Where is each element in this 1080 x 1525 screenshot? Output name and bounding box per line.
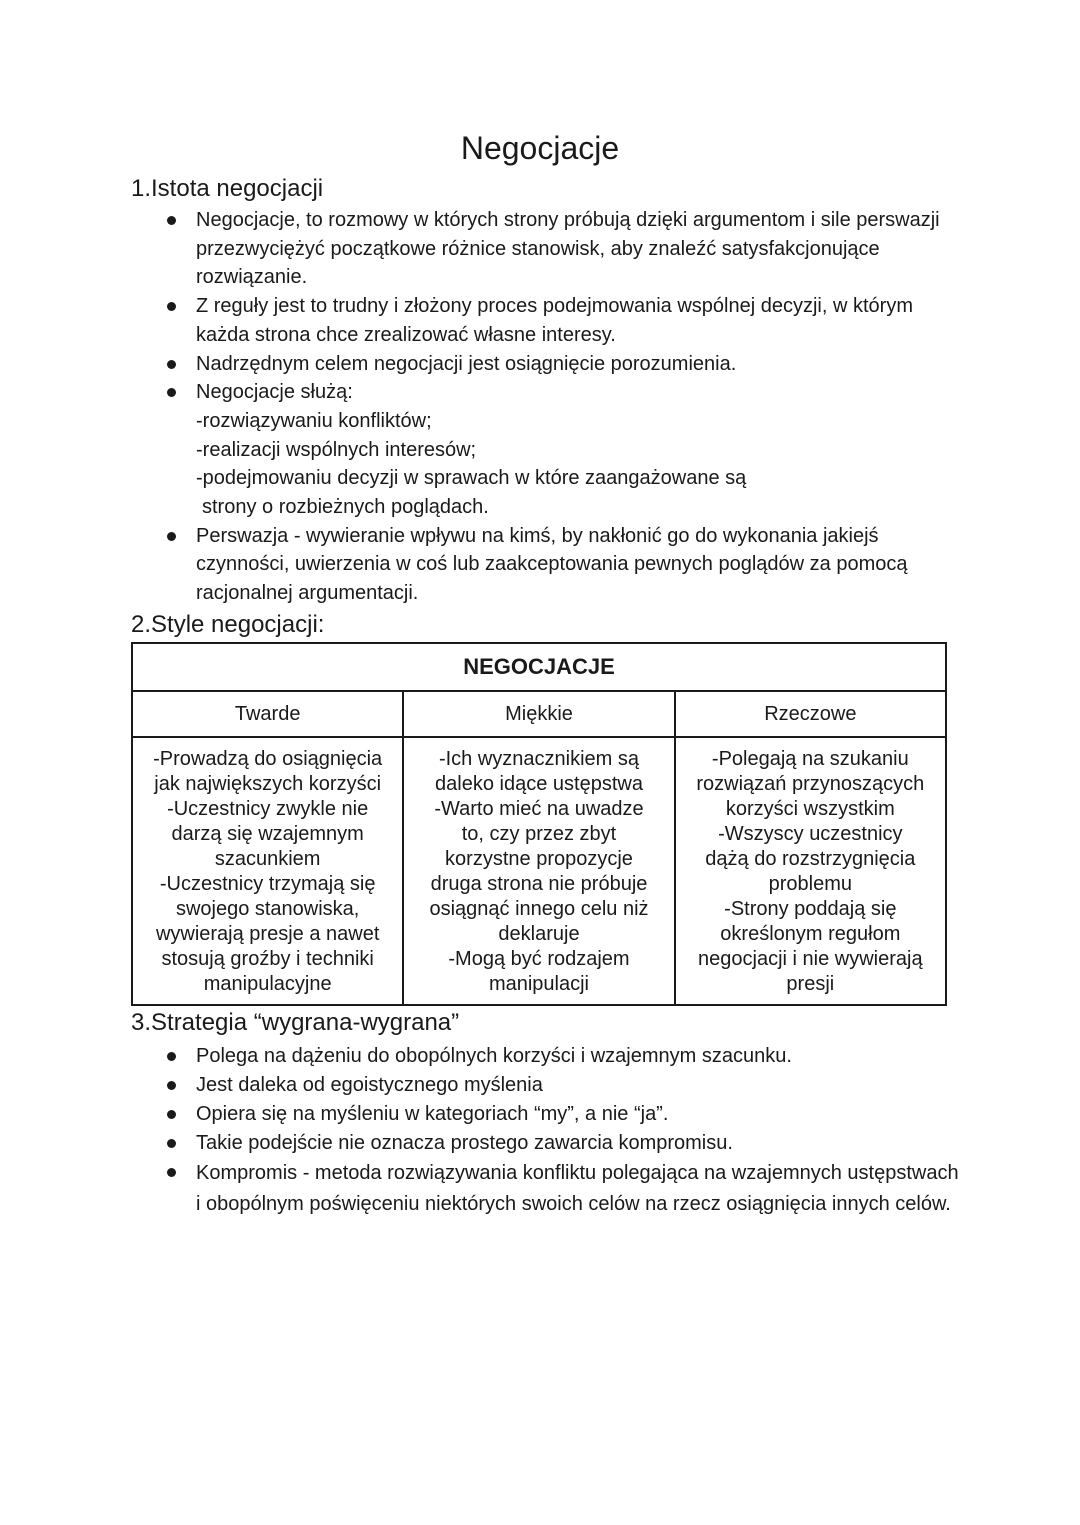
bullet-text: Z reguły jest to trudny i złożony proces podejmowania wspólnej decyzji, w którym każda strona chce zrealizować własne interesy. (196, 295, 913, 346)
sub-item: strony o rozbieżnych poglądach. (202, 496, 489, 519)
list-item (160, 292, 960, 349)
section-1-bullets (160, 206, 960, 608)
list-item (160, 350, 960, 379)
document-title: Negocjacje (460, 130, 620, 166)
section-2-heading: 2.Style negocjacji: (131, 611, 325, 638)
bullet-text: Negocjacje służą: (196, 381, 353, 404)
list-item (160, 522, 960, 608)
bullet-text: Polega na dążeniu do obopólnych korzyści i wzajemnym szacunku. (196, 1045, 792, 1067)
bullet-text: Perswazja - wywieranie wpływu na kimś, by nakłonić go do wykonania jakiejś czynności, uwierzenia w coś lub zaakceptowania pewnych poglądów za pomocą racjonalnej argumentacji. (196, 524, 908, 605)
column-header-soft: Miękkie (403, 691, 674, 737)
negotiation-styles-table (131, 642, 947, 1006)
bullet-text: Kompromis - metoda rozwiązywania konfliktu polegająca na wzajemnych ustępstwach i obopólnym poświęceniu niektórych swoich celów na rzecz osiągnięcia innych celów. (196, 1162, 959, 1215)
table-cell-soft: -Ich wyznacznikiem są daleko idące ustępstwa -Warto mieć na uwadze to, czy przez zbyt korzystne propozycje druga strona nie próbuje osiągnąć innego celu niż deklaruje -Mogą być rodzajem manipulacji (403, 737, 674, 1005)
bullet-text: Nadrzędnym celem negocjacji jest osiągnięcie porozumienia. (196, 352, 737, 375)
list-item (160, 1071, 960, 1100)
section-1-heading: 1.Istota negocjacji (131, 175, 324, 202)
column-header-hard: Twarde (132, 691, 403, 737)
bullet-text: Negocjacje, to rozmowy w których strony próbują dzięki argumentom i sile perswazji przezwyciężyć początkowe różnice stanowisk, aby znaleźć satysfakcjonujące rozwiązanie. (196, 209, 940, 289)
list-item (160, 206, 960, 292)
table-cell-hard: -Prowadzą do osiągnięcia jak największych korzyści -Uczestnicy zwykle nie darzą się wzajemnym szacunkiem -Uczestnicy trzymają się swojego stanowiska, wywierają presje a nawet stosują groźby i techniki manipulacyjne (132, 737, 403, 1005)
column-header-principled: Rzeczowe (675, 691, 946, 737)
table-header: NEGOCJACJE (132, 643, 946, 691)
sub-item: -rozwiązywaniu konfliktów; (196, 409, 432, 432)
list-item (160, 378, 960, 522)
bullet-text: Jest daleka od egoistycznego myślenia (196, 1074, 543, 1096)
list-item (160, 1042, 960, 1071)
sub-item: -podejmowaniu decyzji w sprawach w które zaangażowane są (196, 467, 747, 490)
section-3-bullets (160, 1042, 960, 1220)
list-item (160, 1100, 960, 1129)
section-3-heading: 3.Strategia “wygrana-wygrana” (131, 1009, 460, 1036)
sub-item: -realizacji wspólnych interesów; (196, 438, 477, 461)
list-item (160, 1158, 960, 1220)
bullet-text: Opiera się na myśleniu w kategoriach “my”, a nie “ja”. (196, 1103, 669, 1125)
table-cell-principled: -Polegają na szukaniu rozwiązań przynoszących korzyści wszystkim -Wszyscy uczestnicy dążą do rozstrzygnięcia problemu -Strony poddają się określonym regułom negocjacji i nie wywierają presji (675, 737, 946, 1005)
bullet-text: Takie podejście nie oznacza prostego zawarcia kompromisu. (196, 1132, 733, 1154)
list-item (160, 1129, 960, 1158)
